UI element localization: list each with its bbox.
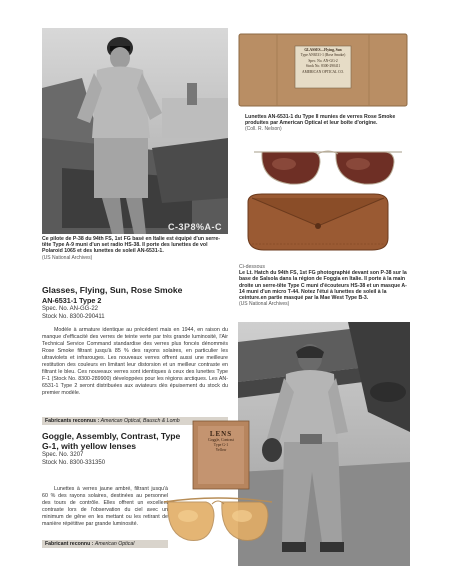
pilot-cockpit-credit: (US National Archives) xyxy=(42,254,93,261)
box-credit: (Coll. R. Nelson) xyxy=(245,126,282,133)
pilot-cockpit-photo xyxy=(42,28,228,234)
yellow-goggles-illustration xyxy=(162,488,274,546)
fabricants-label-1: Fabricants reconnus : xyxy=(45,418,100,424)
lens-envelope-photo xyxy=(190,418,252,492)
section-rose-smoke-title: Glasses, Flying, Sun, Rose Smoke xyxy=(42,285,183,295)
sunglasses-illustration xyxy=(252,142,404,190)
fabricants-value-1: American Optical, Bausch & Lomb xyxy=(100,418,180,424)
pilot-cockpit-illustration xyxy=(42,28,228,234)
box-label xyxy=(296,48,350,75)
envelope-label-line-3: Type G-1 xyxy=(213,443,229,447)
section-rose-smoke-body: Modèle à armature identique au précédent mais en 1944, en raison du manque d'efficacité des verres de teinte verte par très grande luminosité, l'Air Technical Service Command standardise des verres plus foncés dénommés Rose Smoke filtrant jusqu'à 85 % des rayons solaires, en particulier les ultraviolets et infrarouges. Les nouveaux verres offrent aussi une meilleure restitution des couleurs en limitant leur distorsion et un meilleur contraste en filtrant le bleu. Ces nouveaux verres sont identiques à ceux des lunettes Type F-1 (Stock No. 8300-289900) développées pour les régions arctiques. Les AN-6531-1 Type 2 seront distribuées aux aviateurs dès épuisement du stock du premier modèle. xyxy=(42,326,228,396)
box-caption xyxy=(245,114,405,133)
pilot-cockpit-caption-text: Ce pilote de P-38 du 94th FS, 1st FG basé en Italie est équipé d'un serre-tête Type A-9 muni d'un set radio HS-38. Il porte des lunettes de vol Polaroid 1065 et des lunettes de soleil AN-6531-1. xyxy=(42,236,220,255)
fabricants-label-2: Fabricant reconnu : xyxy=(45,541,94,547)
leather-case-illustration xyxy=(242,190,394,254)
hatch-caption-text: Le Lt. Hatch du 94th FS, 1st FG photographié devant son P-38 sur la base de Salsola dans la région de Foggia en Italie. Il porte à la main droite un serre-tête Type C muni d'écouteurs HS-38 et un masque A-14 muni d'un micro T-44. Notez l'étui à lunettes de soleil à la ceinture.en partie masqué par la Mae West Type B-3. xyxy=(239,270,407,302)
box-label-line-4: Stock No. 8300-290411 xyxy=(305,64,341,69)
hatch-caption-prefix: Ci-dessous xyxy=(239,264,265,270)
box-label-line-3: Spec. No. AN-GG-2 xyxy=(308,58,338,63)
pilot-cockpit-caption xyxy=(42,236,228,261)
section-contrast-goggle-stock: Stock No. 8300-331350 xyxy=(42,460,106,467)
fabricants-value-2: American Optical xyxy=(94,541,135,547)
yellow-goggles-photo xyxy=(162,488,274,546)
box-label-line-1: GLASSES—Flying, Sun xyxy=(304,48,342,52)
box-caption-text: Lunettes AN-6531-1 du Type II munies de verres Rose Smoke produites par American Optical et leur boîte d'origine. xyxy=(245,114,396,127)
rose-smoke-sunglasses-photo xyxy=(252,142,404,190)
fabricants-bar-2 xyxy=(42,540,168,548)
section-rose-smoke xyxy=(42,286,228,397)
hatch-credit: (US National Archives) xyxy=(239,301,290,308)
box-label-line-5: AMERICAN OPTICAL CO. xyxy=(302,69,344,74)
section-contrast-goggle-title: Goggle, Assembly, Contrast, Type G-1, with yellow lenses xyxy=(42,431,181,451)
section-contrast-goggle xyxy=(42,432,187,467)
section-rose-smoke-spec: Spec. No. AN-GG-22 xyxy=(42,305,99,312)
envelope-label-line-2: Goggle, Contrast xyxy=(208,438,234,442)
aircraft-code: C-3P8%A-C xyxy=(167,222,222,232)
section-contrast-goggle-body: Lunettes à verres jaune ambré, filtrant jusqu'à 60 % des rayons solaires, destinées au personnel des tours de contrôle. Elles offrent un excellent contraste lors de l'observation du ciel avec un minimum de gêne en les mettant ou les retirant de manière répétitive par grande luminosité. xyxy=(42,486,168,527)
section-contrast-goggle-spec: Spec. No. 3207 xyxy=(42,452,84,459)
hatch-caption xyxy=(239,264,407,307)
envelope-label xyxy=(196,430,246,453)
section-rose-smoke-stock: Stock No. 8300-290411 xyxy=(42,313,105,320)
leather-case-photo xyxy=(242,190,394,254)
section-rose-smoke-subtitle: AN-6531-1 Type 2 xyxy=(42,295,102,305)
envelope-label-line-1: LENS xyxy=(209,430,233,438)
box-label-line-2: Type AN6531-1 (Rose Smoke) xyxy=(300,53,346,58)
sunglasses-box-photo xyxy=(237,30,409,110)
envelope-label-line-4: Yellow xyxy=(215,448,227,452)
